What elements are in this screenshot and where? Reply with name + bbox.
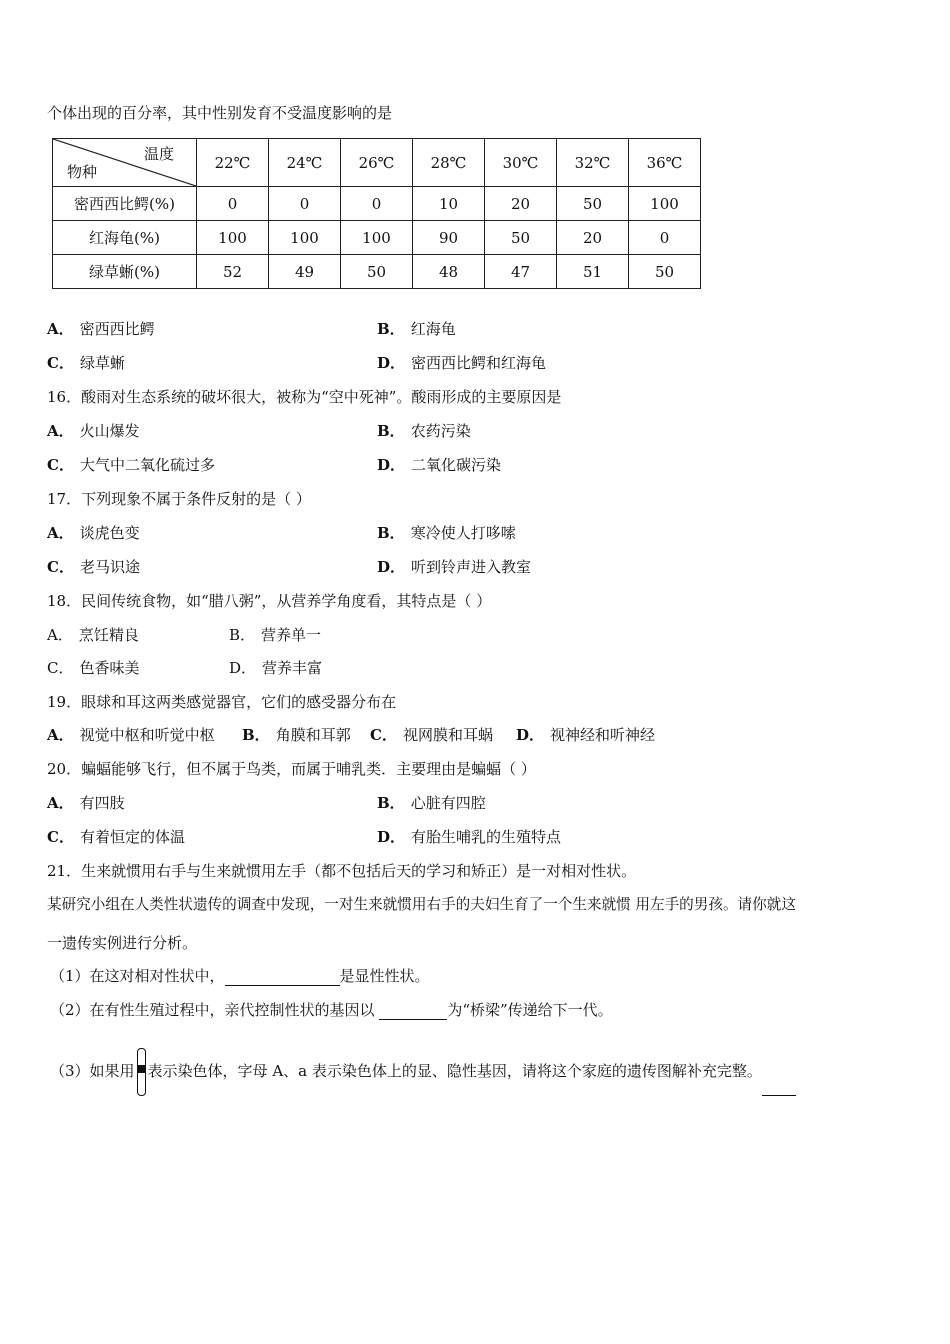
table-cell: 90 [413,221,485,255]
q16-option-c[interactable]: C． 大气中二氧化硫过多 [47,456,215,474]
table-cell: 0 [629,221,701,255]
temp-header: 32℃ [557,139,629,187]
q21-paragraph-line-2: 一遗传实例进行分析。 [47,934,198,952]
temp-header: 26℃ [341,139,413,187]
q19-option-d[interactable]: D． 视神经和听神经 [516,726,656,744]
q16-option-b[interactable]: B． 农药污染 [377,422,471,440]
header-species-label: 物种 [67,163,98,181]
question-intro-line: 个体出现的百分率，其中性别发育不受温度影响的是 [47,104,393,122]
q17-stem: 17．下列现象不属于条件反射的是（ ） [47,490,311,508]
answer-blank-1[interactable] [225,969,340,986]
temp-header: 22℃ [197,139,269,187]
table-cell: 20 [485,187,557,221]
table-cell: 100 [341,221,413,255]
table-cell: 0 [269,187,341,221]
temp-header: 36℃ [629,139,701,187]
header-temperature-label: 温度 [143,145,174,163]
q18-option-a[interactable]: A． 烹饪精良 [47,626,139,644]
table-cell: 100 [269,221,341,255]
table-row [53,187,701,221]
q17-option-a[interactable]: A． 谈虎色变 [47,524,140,542]
temp-header: 28℃ [413,139,485,187]
q15-option-c[interactable]: C． 绿草蜥 [47,354,125,372]
table-row [53,221,701,255]
answer-blank-3[interactable] [762,1065,796,1096]
table-cell: 100 [629,187,701,221]
q17-option-b[interactable]: B． 寒冷使人打哆嗦 [377,524,516,542]
table-cell: 50 [485,221,557,255]
q15-option-d[interactable]: D． 密西西比鳄和红海龟 [377,354,547,372]
q21-paragraph-line-1: 某研究小组在人类性状遗传的调查中发现，一对生来就惯用右手的夫妇生育了一个生来就惯 用左手的男孩。请你就这 [47,896,796,913]
q20-option-a[interactable]: A． 有四肢 [47,794,125,812]
temp-header: 24℃ [269,139,341,187]
row-label: 绿草蜥(%) [53,255,197,289]
q16-option-a[interactable]: A． 火山爆发 [47,422,140,440]
table-cell: 50 [341,255,413,289]
table-cell: 100 [197,221,269,255]
q19-stem: 19．眼球和耳这两类感觉器官，它们的感受器分布在 [47,693,397,711]
q18-option-c[interactable]: C． 色香味美 [47,659,140,677]
row-label: 密西西比鳄(%) [53,187,197,221]
q21-sub1: （1）在这对相对性状中， 是显性性状。 [50,967,430,985]
q20-option-b[interactable]: B． 心脏有四腔 [377,794,486,812]
q19-option-b[interactable]: B． 角膜和耳郭 [242,726,351,744]
q21-stem: 21．生来就惯用右手与生来就惯用左手（都不包括后天的学习和矫正）是一对相对性状。 [47,862,637,880]
table-row [53,255,701,289]
q18-option-d[interactable]: D． 营养丰富 [229,659,323,677]
table-cell: 51 [557,255,629,289]
q15-option-b[interactable]: B． 红海龟 [377,320,456,338]
table-cell: 10 [413,187,485,221]
q20-option-d[interactable]: D． 有胎生哺乳的生殖特点 [377,828,562,846]
temp-header: 30℃ [485,139,557,187]
q19-option-a[interactable]: A． 视觉中枢和听觉中枢 [47,726,215,744]
chromosome-icon [137,1048,146,1096]
q19-option-c[interactable]: C． 视网膜和耳蜗 [370,726,493,744]
q20-stem: 20．蝙蝠能够飞行，但不属于鸟类，而属于哺乳类．主要理由是蝙蝠（ ） [47,760,536,778]
table-cell: 52 [197,255,269,289]
q17-option-d[interactable]: D． 听到铃声进入教室 [377,558,532,576]
answer-blank-2[interactable] [379,1003,447,1020]
q17-option-c[interactable]: C． 老马识途 [47,558,140,576]
table-corner-header [53,139,197,187]
table-cell: 48 [413,255,485,289]
q20-option-c[interactable]: C． 有着恒定的体温 [47,828,185,846]
q15-option-a[interactable]: A． 密西西比鳄 [47,320,155,338]
table-cell: 0 [197,187,269,221]
q21-sub2: （2）在有性生殖过程中，亲代控制性状的基因以 为“桥梁”传递给下一代。 [50,1001,613,1019]
q18-option-b[interactable]: B． 营养单一 [229,626,322,644]
row-label: 红海龟(%) [53,221,197,255]
table-cell: 47 [485,255,557,289]
table-cell: 50 [629,255,701,289]
q21-sub3: （3）如果用 表示染色体，字母 A、a 表示染色体上的显、隐性基因，请将这个家庭的遗传图解补充完整。 [50,1048,796,1096]
temperature-sex-table [52,138,701,289]
q16-stem: 16．酸雨对生态系统的破坏很大，被称为“空中死神”。酸雨形成的主要原因是 [47,388,562,406]
q18-stem: 18．民间传统食物，如“腊八粥”，从营养学角度看，其特点是（ ） [47,592,492,610]
table-cell: 20 [557,221,629,255]
table-cell: 50 [557,187,629,221]
q16-option-d[interactable]: D． 二氧化碳污染 [377,456,502,474]
table-cell: 49 [269,255,341,289]
table-cell: 0 [341,187,413,221]
